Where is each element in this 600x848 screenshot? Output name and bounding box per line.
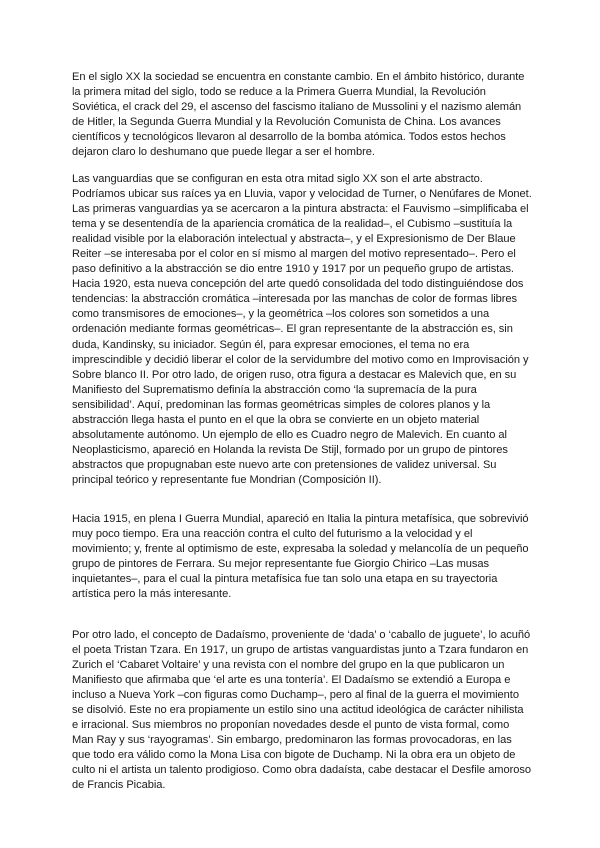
paragraph-vanguardias-abstractas <box>72 172 532 488</box>
paragraph-text: Hacia 1915, en plena I Guerra Mundial, apareció en Italia la pintura metafísica, que sobrevivió muy poco tiempo. Era una reacción contra el culto del futurismo a la velocidad y el movimiento; y, frente al optimismo de este, expresaba la soledad y melancolía de un pequeño grupo de pintores de Ferrara. Su mejor representante fue Giorgio Chirico –Las musas inquietantes–, para el cual la pintura metafísica fue tan solo una etapa en su trayectoria artística pero la más interesante. <box>72 513 529 601</box>
paragraph-pintura-metafisica <box>72 512 532 602</box>
paragraph-dadaismo <box>72 628 532 794</box>
paragraph-siglo-xx <box>72 70 532 160</box>
paragraph-text: Por otro lado, el concepto de Dadaísmo, proveniente de ‘dada’ o ‘caballo de juguete’, lo acuñó el poeta Tristan Tzara. En 1917, un grupo de artistas vanguardistas junto a Tzara fundaron en Zurich el ‘Cabaret Voltaire’ y una revista con el nombre del grupo en la que publicaron un Manifiesto que afirmaba que ‘el arte es una tontería’. El Dadaísmo se extendió a Europa e incluso a Nueva York –con figuras como Duchamp–, pero al final de la guerra el movimiento se disolvió. Este no era propiamente un estilo sino una actitud ideológica de carácter nihilista e irracional. Sus miembros no proponían novedades desde el punto de vista formal, como Man Ray y sus ‘rayogramas’. Sin embargo, predominaron las formas provocadoras, en las que todo era válido como la Mona Lisa con bigote de Duchamp. Ni la obra era un objeto de culto ni el artista un talento prodigioso. Como obra dadaísta, cabe destacar el Desfile amoroso de Francis Picabia. <box>72 629 531 792</box>
paragraph-text: Las vanguardias que se configuran en esta otra mitad siglo XX son el arte abstracto. Podríamos ubicar sus raíces ya en Lluvia, vapor y velocidad de Turner, o Nenúfares de Monet. Las primeras vanguardias ya se acercaron a la pintura abstracta: el Fauvismo –simplificaba el tema y se desentendía de la apariencia cromática de la realidad–, el Cubismo –sustituía la realidad visible por la elaboración intelectual y abstracta–, y el Expresionismo de Der Blaue Reiter –se interesaba por el color en sí mismo al margen del motivo representado–. Pero el paso definitivo a la abstracción se dio entre 1910 y 1917 por un pequeño grupo de artistas. Hacia 1920, esta nueva concepción del arte quedó consolidada del todo distinguiéndose dos tendencias: la abstracción cromática –interesada por las manchas de color de formas libres como transmisores de emociones–, y la geométrica –los colores son sometidos a una ordenación mediante formas geométricas–. El gran representante de la abstracción es, sin duda, Kandinsky, su iniciador. Según él, para expresar emociones, el tema no era imprescindible y decidió liberar el color de la servidumbre del motivo como en Improvisación y Sobre blanco II. Por otro lado, de origen ruso, otra figura a destacar es Malevich que, en su Manifiesto del Suprematismo definía la abstracción como ‘la supremacía de la pura sensibilidad’. Aquí, predominan las formas geométricas simples de colores planos y la abstracción llega hasta el punto en el que la obra se convierte en un objeto material absolutamente autónomo. Un ejemplo de ello es Cuadro negro de Malevich. En cuanto al Neoplasticismo, apareció en Holanda la revista De Stijl, formado por un grupo de pintores abstractos que propugnaban este nuevo arte con pretensiones de validez universal. Su principal teórico y representante fue Mondrian (Composición II). <box>72 173 532 486</box>
paragraph-text: En el siglo XX la sociedad se encuentra en constante cambio. En el ámbito histórico, durante la primera mitad del siglo, todo se reduce a la Primera Guerra Mundial, la Revolución Soviética, el crack del 29, el ascenso del fascismo italiano de Mussolini y el nazismo alemán de Hitler, la Segunda Guerra Mundial y la Revolución Comunista de China. Los avances científicos y tecnológicos llevaron al desarrollo de la bomba atómica. Todos estos hechos dejaron claro lo deshumano que puede llegar a ser el hombre. <box>72 71 525 159</box>
